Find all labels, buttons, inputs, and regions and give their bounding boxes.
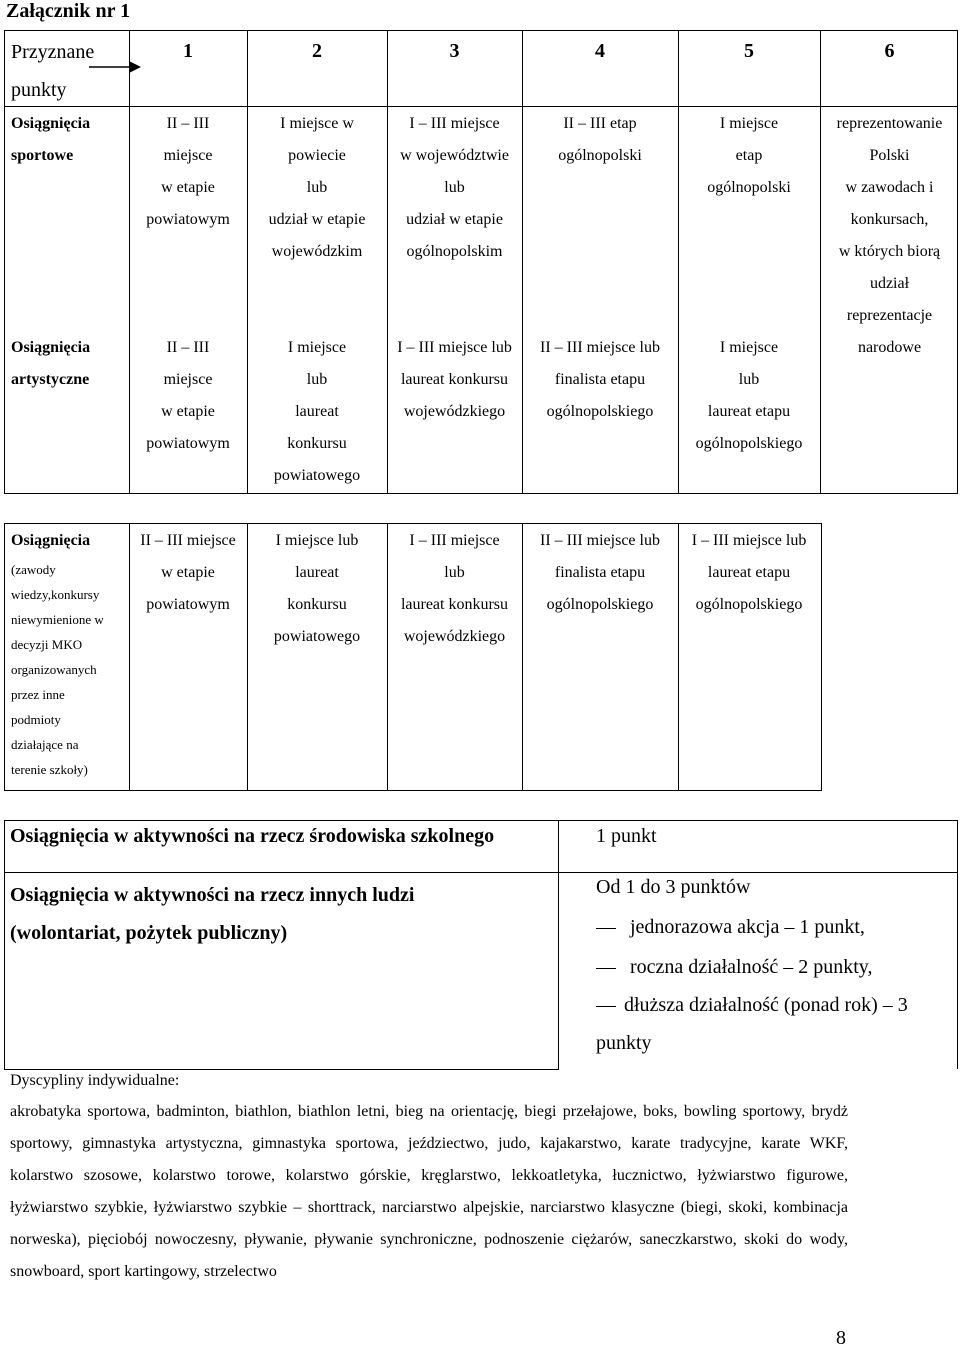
activity-points-table	[4, 820, 958, 1071]
points-col-2: 2	[312, 40, 322, 62]
sport-cell-6: reprezentowanie Polski w zawodach i konkursach, w których biorą udział reprezentacje narodowe	[836, 115, 943, 356]
art-cell-1: II – III miejsce w etapie powiatowym	[146, 339, 230, 452]
art-cell-5: I miejsce lub laureat etapu ogólnopolskiego	[695, 339, 803, 452]
art-cell-2: I miejsce lub laureat konkursu powiatowego	[273, 339, 361, 484]
points-table-knowledge	[4, 523, 822, 791]
row-label-knowledge-desc: (zawody wiedzy,konkursy niewymienione w decyzji MKO organizowanych przez inne podmioty działające na terenie szkoły)	[11, 562, 104, 777]
sport-cell-1: II – III miejsce w etapie powiatowym	[146, 115, 230, 228]
points-col-5: 5	[744, 40, 754, 62]
activity-item-3: dłuższa działalność (ponad rok) – 3	[596, 994, 908, 1017]
row-label-art: Osiągnięcia artystyczne	[11, 339, 91, 388]
knowledge-cell-4: II – III miejsce lub finalista etapu ogólnopolskiego	[540, 532, 660, 613]
page-number: 8	[836, 1327, 846, 1349]
disciplines-list: akrobatyka sportowa, badminton, biathlon, biathlon letni, bieg na orientację, biegi przełajowe, boks, bowling sportowy, brydż sportowy, gimnastyka artystyczna, gimnastyka sportowa, jeździectwo, judo, kajakarstwo, karate tradycyjne, karate WKF, kolarstwo szosowe, kolarstwo torowe, kolarstwo górskie, kręglarstwo, lekkoatletyka, łucznictwo, łyżwiarstwo figurowe, łyżwiarstwo szybkie, łyżwiarstwo szybkie – shorttrack, narciarstwo alpejskie, narciarstwo klasyczne (biegi, skoki, kombinacja norweska), pięciobój nowoczesny, pływanie, pływanie synchroniczne, podnoszenie ciężarów, saneczkarstwo, skoki do wody, snowboard, sport kartingowy, strzelectwo	[10, 1103, 848, 1280]
points-col-3: 3	[449, 40, 460, 62]
document-title: Załącznik nr 1	[6, 0, 131, 22]
activity-others-label: Osiągnięcia w aktywności na rzecz innych ludzi (wolontariat, pożytek publiczny)	[10, 884, 415, 944]
row-label-knowledge: Osiągnięcia	[11, 532, 91, 549]
knowledge-cell-2: I miejsce lub laureat konkursu powiatowego	[273, 532, 361, 645]
knowledge-cell-1: II – III miejsce w etapie powiatowym	[140, 532, 236, 613]
sport-cell-2: I miejsce w powiecie lub udział w etapie wojewódzkim	[268, 115, 366, 260]
sport-cell-3: I – III miejsce w województwie lub udział w etapie ogólnopolskim	[400, 115, 509, 260]
activity-others-range: Od 1 do 3 punktów	[596, 876, 751, 898]
activity-school-label: Osiągnięcia w aktywności na rzecz środowiska szkolnego	[10, 825, 495, 847]
points-table-sport-art	[4, 30, 958, 494]
activity-school-points: 1 punkt	[596, 825, 657, 847]
row-label-sport: Osiągnięcia sportowe	[11, 115, 91, 164]
activity-item-3-tail: punkty	[596, 1032, 652, 1054]
knowledge-cell-3: I – III miejsce lub laureat konkursu wojewódzkiego	[400, 532, 509, 645]
art-cell-3: I – III miejsce lub laureat konkursu wojewódzkiego	[397, 339, 512, 420]
knowledge-cell-5: I – III miejsce lub laureat etapu ogólnopolskiego	[691, 532, 807, 613]
points-col-4: 4	[595, 40, 605, 62]
sport-cell-5: I miejsce etap ogólnopolski	[707, 115, 791, 196]
sport-cell-4: II – III etap ogólnopolski	[558, 115, 642, 164]
points-col-1: 1	[183, 40, 193, 62]
activity-item-2: roczna działalność – 2 punkty,	[596, 956, 873, 979]
points-header-label: Przyznane punkty	[11, 41, 95, 101]
activity-item-1: jednorazowa akcja – 1 punkt,	[596, 916, 865, 939]
points-col-6: 6	[884, 40, 895, 62]
disciplines-heading: Dyscypliny indywidualne:	[10, 1072, 180, 1089]
art-cell-4: II – III miejsce lub finalista etapu ogólnopolskiego	[540, 339, 660, 420]
